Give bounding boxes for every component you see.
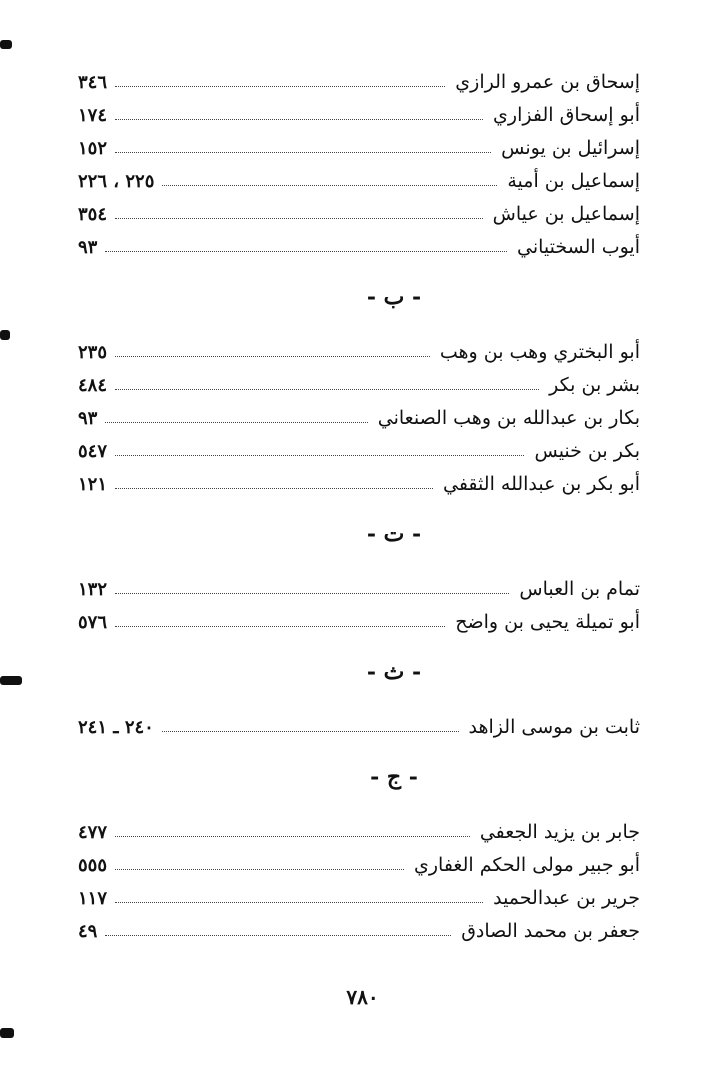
dot-leader	[115, 836, 470, 837]
dot-leader	[162, 185, 497, 186]
entry-name: إسحاق بن عمرو الرازي	[455, 71, 640, 94]
entry-pages: ٢٣٥	[78, 342, 108, 364]
index-entry	[78, 429, 640, 462]
letter-heading: - ت -	[366, 521, 422, 547]
index-entry	[78, 126, 640, 159]
entry-pages: ٢٢٥ ، ٢٢٦	[78, 171, 155, 193]
dot-leader	[115, 389, 539, 390]
index-entry	[78, 330, 640, 363]
entry-name: أبو بكر بن عبدالله الثقفي	[442, 473, 640, 496]
index-entry	[78, 462, 640, 495]
entry-name: إسماعيل بن أمية	[507, 170, 640, 193]
entry-name: إسماعيل بن عياش	[492, 203, 640, 226]
index-entry	[78, 192, 640, 225]
entry-pages: ١٢١	[78, 474, 108, 496]
index-entry	[78, 810, 640, 843]
dot-leader	[115, 593, 509, 594]
dot-leader	[115, 626, 445, 627]
entry-name: أبو البختري وهب بن وهب	[439, 341, 640, 364]
entry-pages: ٤٩	[78, 921, 98, 943]
entry-name: إسرائيل بن يونس	[501, 137, 640, 160]
index-section	[78, 655, 640, 738]
index-entry	[78, 93, 640, 126]
index-entry	[78, 396, 640, 429]
letter-heading: - ث -	[366, 659, 422, 685]
dot-leader	[115, 152, 491, 153]
entry-pages: ٩٣	[78, 408, 98, 430]
entry-name: أبو جبير مولى الحكم الغفاري	[413, 854, 640, 877]
dot-leader	[115, 119, 483, 120]
entry-pages: ١١٧	[78, 888, 108, 910]
index-entry	[78, 159, 640, 192]
entry-name: أبو تميلة يحيى بن واضح	[455, 611, 640, 634]
index-entry	[78, 225, 640, 258]
dot-leader	[115, 86, 445, 87]
scan-edge-mark	[0, 676, 22, 685]
dot-leader	[115, 356, 430, 357]
dot-leader	[105, 935, 451, 936]
entry-pages: ٤٨٤	[78, 375, 108, 397]
entry-name: أبو إسحاق الفزاري	[493, 104, 640, 127]
dot-leader	[115, 488, 433, 489]
index-entry	[78, 909, 640, 942]
entry-pages: ٤٧٧	[78, 822, 108, 844]
index-entry	[78, 600, 640, 633]
index-entry	[78, 705, 640, 738]
dot-leader	[105, 251, 507, 252]
dot-leader	[115, 455, 524, 456]
entry-pages: ٥٧٦	[78, 612, 108, 634]
entry-pages: ١٥٢	[78, 138, 108, 160]
entry-pages: ٥٥٥	[78, 855, 108, 877]
entry-pages: ٩٣	[78, 237, 98, 259]
entry-pages: ٣٤٦	[78, 72, 108, 94]
dot-leader	[115, 869, 404, 870]
entry-name: جرير بن عبدالحميد	[493, 887, 640, 910]
dot-leader	[115, 218, 483, 219]
entry-name: تمام بن العباس	[519, 578, 640, 601]
index-section	[78, 760, 640, 942]
index-section	[78, 60, 640, 258]
scan-edge-mark	[0, 40, 12, 49]
index-entry	[78, 363, 640, 396]
page-number: ٧٨٠	[346, 985, 379, 1009]
dot-leader	[105, 422, 367, 423]
entry-pages: ٥٤٧	[78, 441, 108, 463]
dot-leader	[115, 902, 483, 903]
entry-pages: ١٣٢	[78, 579, 108, 601]
dot-leader	[162, 731, 459, 732]
index-section	[78, 517, 640, 633]
entry-pages: ١٧٤	[78, 105, 108, 127]
entry-name: بكر بن خنيس	[534, 440, 640, 463]
index-entry	[78, 567, 640, 600]
entry-name: ثابت بن موسى الزاهد	[468, 716, 640, 739]
entry-name: أيوب السختياني	[517, 236, 640, 259]
entry-name: بشر بن بكر	[549, 374, 640, 397]
index-entry	[78, 843, 640, 876]
entry-pages: ٢٤٠ ـ ٢٤١	[78, 717, 154, 739]
entry-name: جابر بن يزيد الجعفي	[479, 821, 640, 844]
letter-heading: - ب -	[366, 284, 422, 310]
index-entry	[78, 876, 640, 909]
entry-name: بكار بن عبدالله بن وهب الصنعاني	[377, 407, 640, 430]
scan-edge-mark	[0, 330, 10, 340]
entry-name: جعفر بن محمد الصادق	[461, 920, 640, 943]
index-section	[78, 280, 640, 495]
scan-edge-mark	[0, 1028, 14, 1038]
entry-pages: ٣٥٤	[78, 204, 108, 226]
index-entry	[78, 60, 640, 93]
names-index	[78, 60, 640, 942]
letter-heading: - ج -	[370, 764, 418, 790]
